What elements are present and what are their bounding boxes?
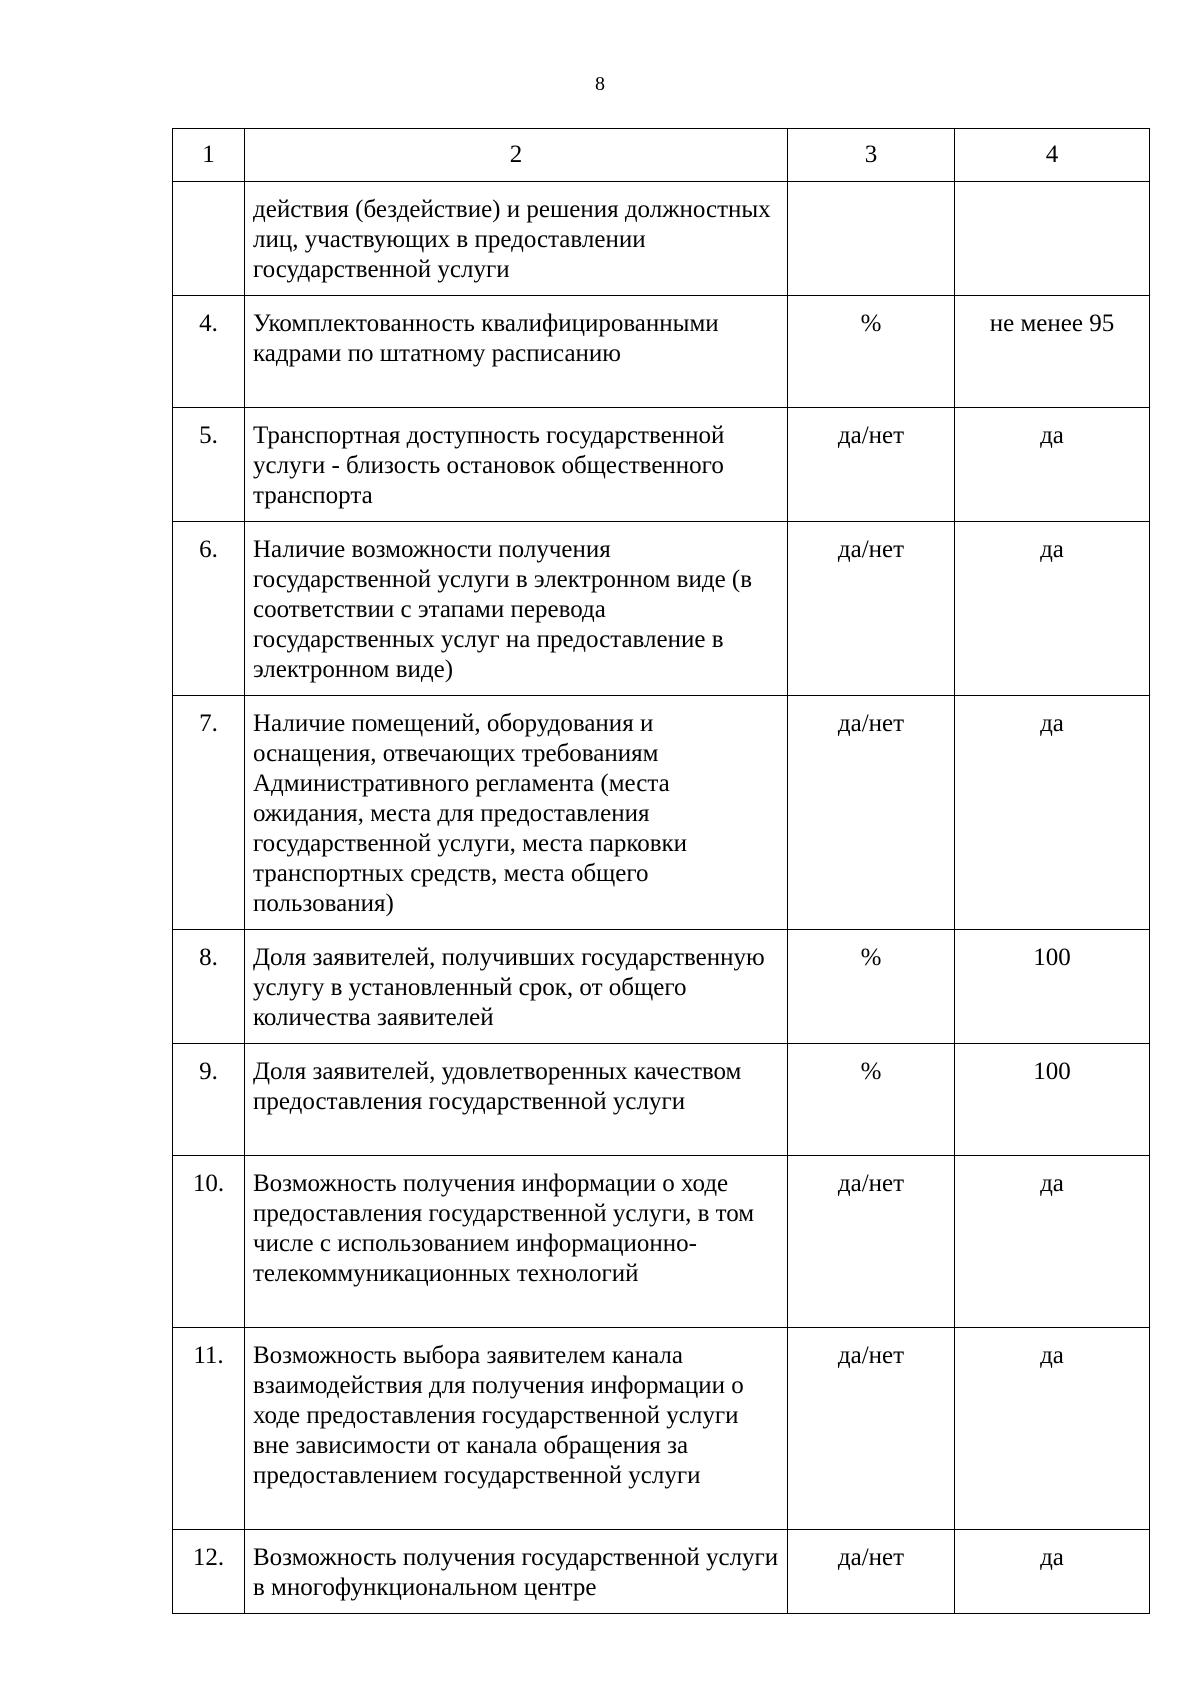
table-row — [173, 408, 1150, 522]
page-number: 8 — [595, 73, 605, 95]
normative-value: да — [955, 696, 1150, 930]
indicators-table — [172, 128, 1150, 1614]
row-number: 4. — [173, 296, 245, 408]
normative-value: да — [955, 1530, 1150, 1614]
row-number: 9. — [173, 1044, 245, 1156]
header-cell-1: 1 — [173, 129, 245, 182]
row-number: 6. — [173, 522, 245, 696]
indicator-name: Доля заявителей, удовлетворенных качеством предоставления государственной услуги — [245, 1044, 788, 1156]
table-row — [173, 296, 1150, 408]
table-row — [173, 182, 1150, 296]
row-number: 5. — [173, 408, 245, 522]
row-number: 11. — [173, 1328, 245, 1530]
table-row — [173, 1044, 1150, 1156]
normative-value: да — [955, 408, 1150, 522]
unit-of-measure: % — [788, 296, 955, 408]
indicator-name: Возможность получения государственной услуги в многофункциональном центре — [245, 1530, 788, 1614]
unit-of-measure: % — [788, 1044, 955, 1156]
unit-of-measure: да/нет — [788, 522, 955, 696]
indicator-name: Возможность получения информации о ходе предоставления государственной услуги, в том числе с использованием информационно-телекоммуникационных технологий — [245, 1156, 788, 1328]
unit-of-measure: да/нет — [788, 1530, 955, 1614]
indicator-name: Укомплектованность квалифицированными кадрами по штатному расписанию — [245, 296, 788, 408]
header-row — [173, 129, 1150, 182]
normative-value: да — [955, 522, 1150, 696]
header-cell-2: 2 — [245, 129, 788, 182]
indicator-name: действия (бездействие) и решения должностных лиц, участвующих в предоставлении государственной услуги — [245, 182, 788, 296]
table-row — [173, 1530, 1150, 1614]
unit-of-measure: да/нет — [788, 1328, 955, 1530]
indicator-name: Наличие возможности получения государственной услуги в электронном виде (в соответствии с этапами перевода государственных услуг на предоставление в электронном виде) — [245, 522, 788, 696]
table-row — [173, 522, 1150, 696]
normative-value — [955, 182, 1150, 296]
indicator-name: Наличие помещений, оборудования и оснащения, отвечающих требованиям Административного регламента (места ожидания, места для предоставления государственной услуги, места парковки транспортных средств, места общего пользования) — [245, 696, 788, 930]
normative-value: 100 — [955, 930, 1150, 1044]
row-number: 7. — [173, 696, 245, 930]
header-cell-4: 4 — [955, 129, 1150, 182]
table-row — [173, 930, 1150, 1044]
unit-of-measure: да/нет — [788, 408, 955, 522]
normative-value: не менее 95 — [955, 296, 1150, 408]
unit-of-measure: % — [788, 930, 955, 1044]
table-row — [173, 696, 1150, 930]
indicator-name: Возможность выбора заявителем канала взаимодействия для получения информации о ходе предоставления государственной услуги вне зависимости от канала обращения за предоставлением государственной услуги — [245, 1328, 788, 1530]
normative-value: да — [955, 1328, 1150, 1530]
row-number: 10. — [173, 1156, 245, 1328]
header-cell-3: 3 — [788, 129, 955, 182]
row-number: 8. — [173, 930, 245, 1044]
normative-value: да — [955, 1156, 1150, 1328]
unit-of-measure: да/нет — [788, 696, 955, 930]
row-number — [173, 182, 245, 296]
indicator-name: Транспортная доступность государственной услуги - близость остановок общественного транспорта — [245, 408, 788, 522]
row-number: 12. — [173, 1530, 245, 1614]
unit-of-measure: да/нет — [788, 1156, 955, 1328]
normative-value: 100 — [955, 1044, 1150, 1156]
table-row — [173, 1328, 1150, 1530]
indicator-name: Доля заявителей, получивших государственную услугу в установленный срок, от общего количества заявителей — [245, 930, 788, 1044]
table-row — [173, 1156, 1150, 1328]
unit-of-measure — [788, 182, 955, 296]
